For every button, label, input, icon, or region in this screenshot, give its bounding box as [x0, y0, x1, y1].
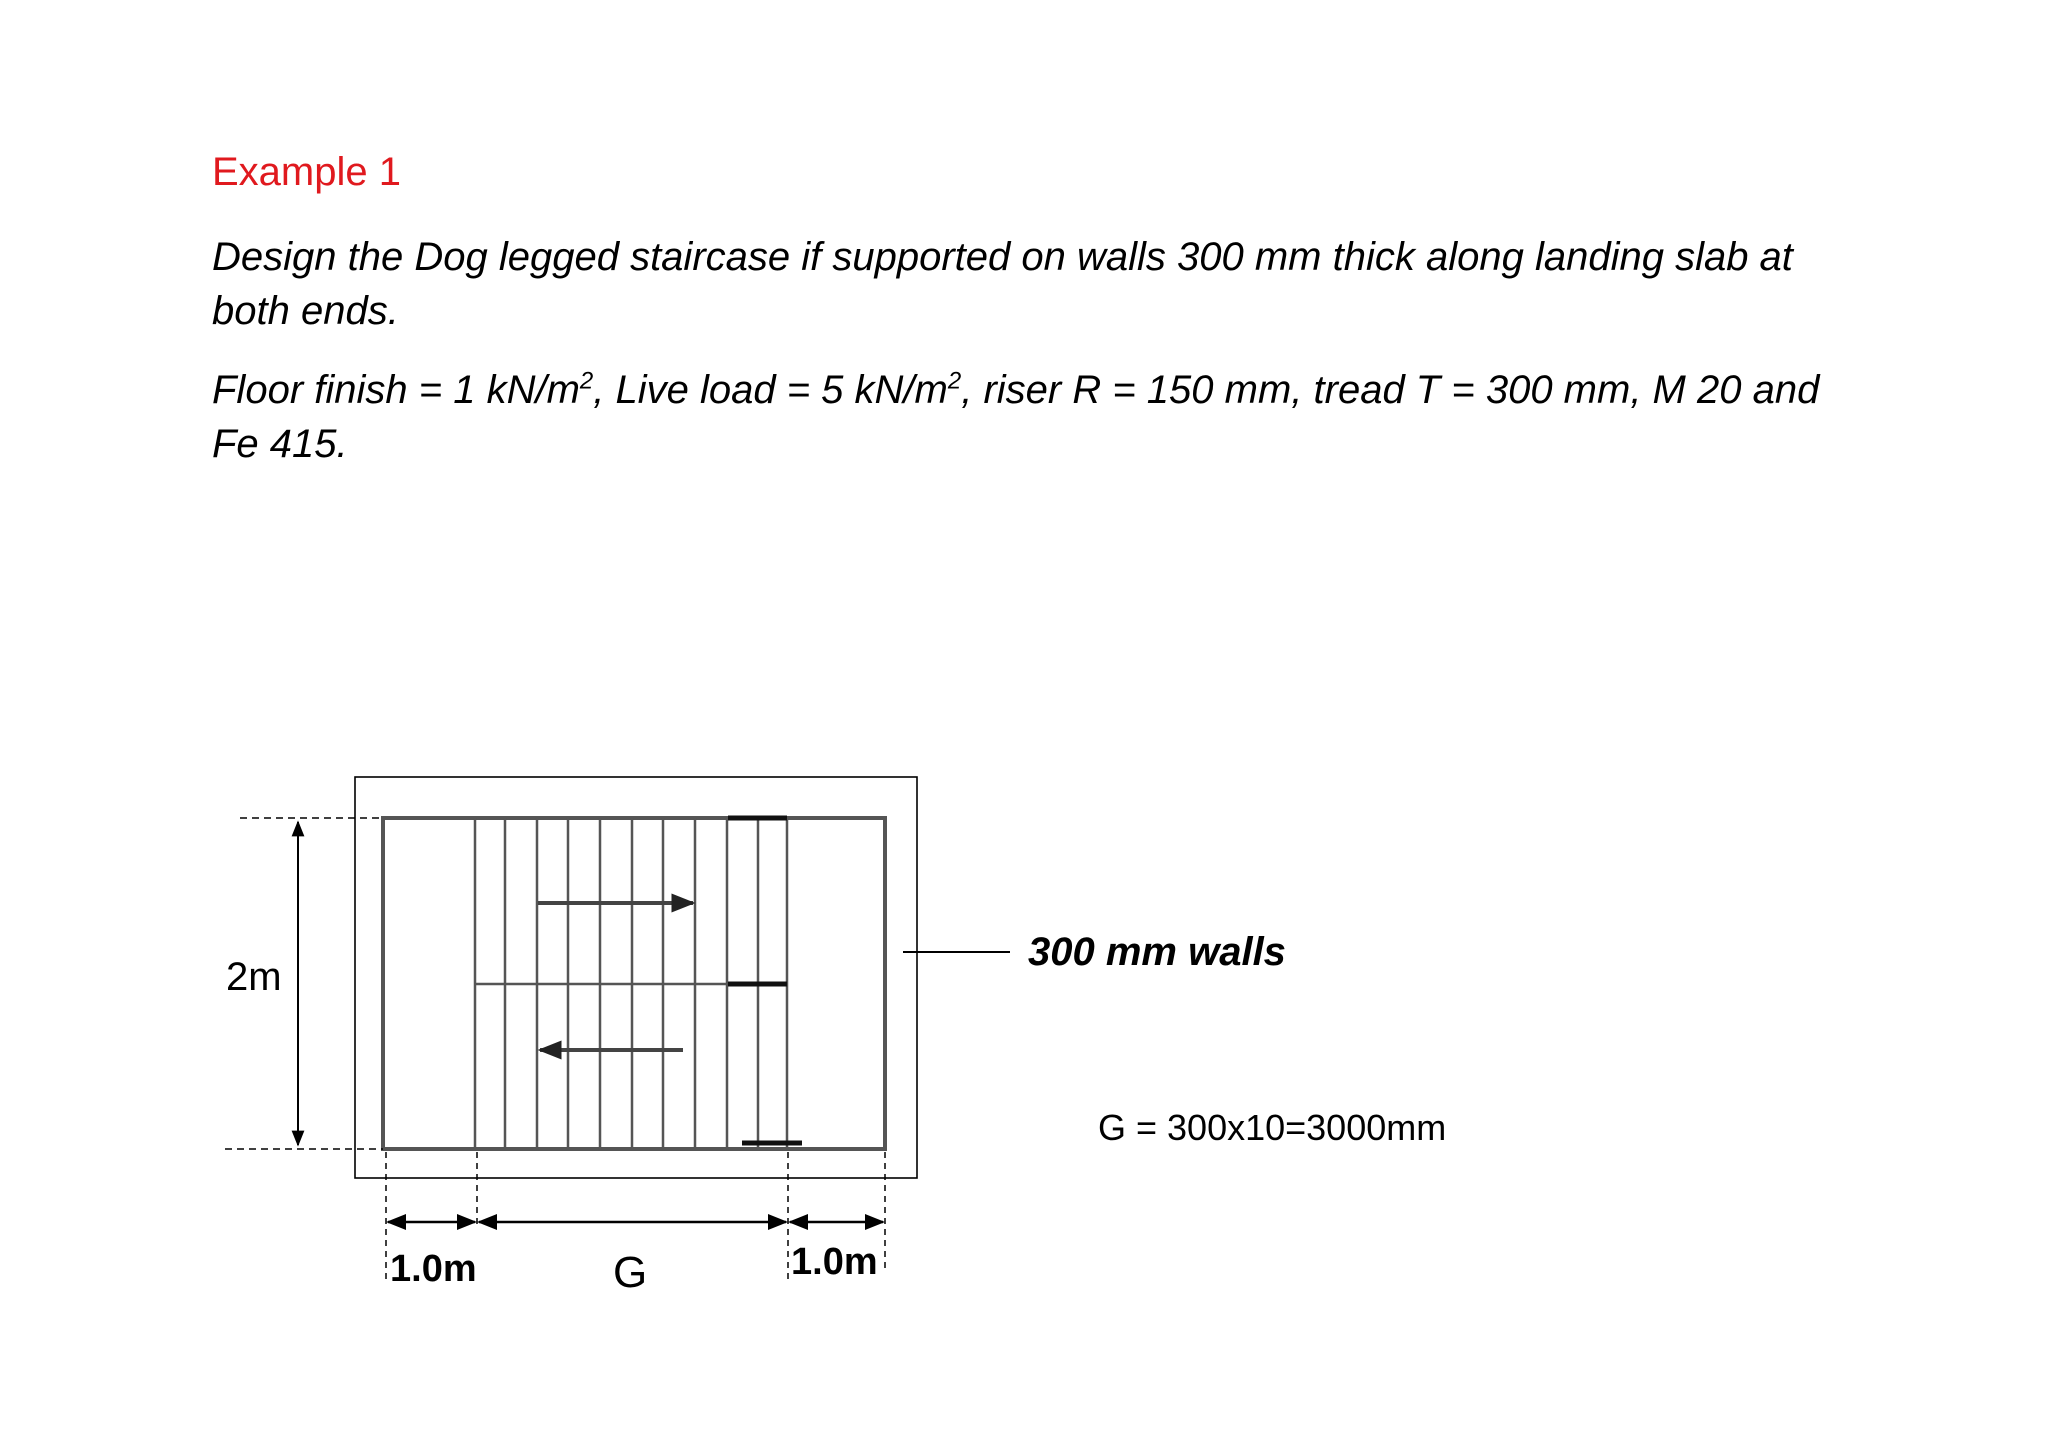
right-landing-label: 1.0m	[791, 1241, 878, 1283]
example-heading: Example 1	[212, 150, 401, 194]
problem-line-2: both ends.	[212, 289, 399, 333]
outer-wall-outline	[355, 777, 917, 1178]
walls-label: 300 mm walls	[1028, 930, 1286, 974]
going-formula: G = 300x10=3000mm	[1098, 1107, 1447, 1148]
problem-line-1: Design the Dog legged staircase if supported on walls 300 mm thick along landing slab at	[212, 235, 1793, 279]
live-load-exponent: 2	[947, 367, 962, 395]
landing-edge-marks	[728, 818, 802, 1143]
left-landing-label: 1.0m	[390, 1248, 477, 1290]
live-load-text: , Live load = 5 kN/m	[593, 368, 948, 412]
riser-tread-grade-text: , riser R = 150 mm, tread T = 300 mm, M 20 and	[961, 368, 1820, 412]
given-data-line-2: Fe 415.	[212, 422, 348, 466]
height-label: 2m	[226, 955, 282, 999]
going-label: G	[613, 1248, 648, 1297]
floor-finish-exponent: 2	[579, 367, 594, 395]
floor-finish-text: Floor finish = 1 kN/m	[212, 368, 580, 412]
